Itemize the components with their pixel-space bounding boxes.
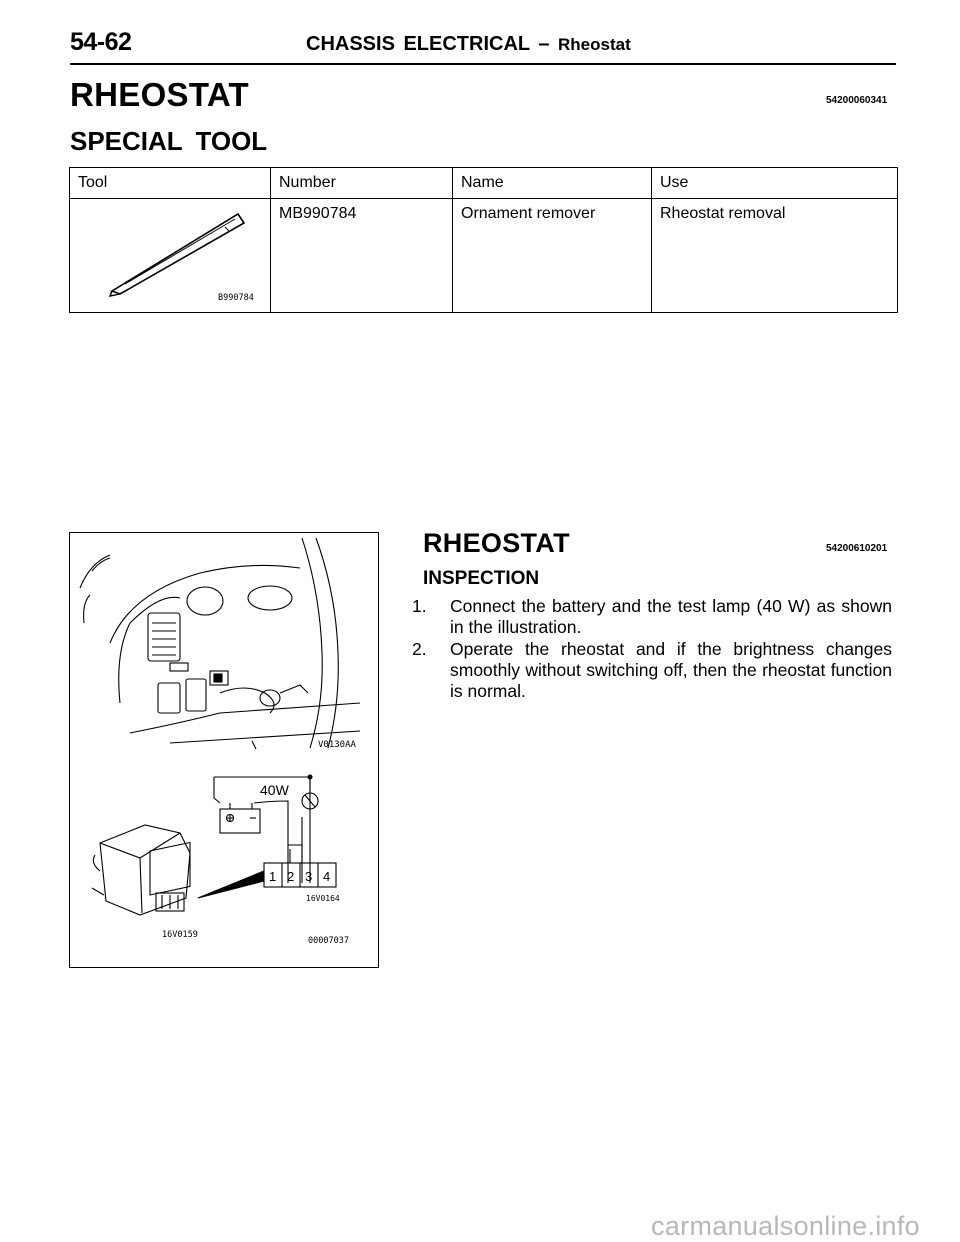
section-title: CHASSIS ELECTRICAL bbox=[306, 33, 530, 55]
page-number: 54-62 bbox=[70, 28, 132, 56]
tool-use: Rheostat removal bbox=[652, 199, 898, 313]
tool-number: MB990784 bbox=[271, 199, 453, 313]
terminal-1: 1 bbox=[269, 869, 277, 884]
figure-label-id: 00007037 bbox=[308, 936, 349, 946]
page-title: RHEOSTAT bbox=[70, 76, 250, 113]
figure-drawing bbox=[70, 533, 378, 967]
section2-code: 54200610201 bbox=[826, 543, 888, 554]
title-code: 54200060341 bbox=[826, 95, 888, 106]
column-header-tool: Tool bbox=[70, 168, 271, 199]
column-header-use: Use bbox=[652, 168, 898, 199]
terminal-3: 3 bbox=[305, 869, 313, 884]
special-tool-heading: SPECIAL TOOL bbox=[70, 126, 268, 156]
table-row bbox=[70, 199, 898, 313]
column-header-number: Number bbox=[271, 168, 453, 199]
step-text: Connect the battery and the test lamp (40 W) as shown in the illustration. bbox=[450, 596, 892, 637]
inspection-figure bbox=[69, 532, 379, 968]
figure-label-rheostat: 16V0159 bbox=[162, 930, 198, 940]
terminal-2: 2 bbox=[287, 869, 295, 884]
lamp-wattage-label: 40W bbox=[260, 782, 289, 798]
step-number: 2. bbox=[412, 639, 427, 659]
step-number: 1. bbox=[412, 596, 427, 616]
watermark: carmanualsonline.info bbox=[651, 1211, 920, 1241]
subsection-title: Rheostat bbox=[558, 35, 631, 54]
special-tool-table bbox=[69, 167, 898, 313]
tool-name: Ornament remover bbox=[453, 199, 652, 313]
running-header bbox=[306, 33, 631, 56]
ornament-remover-image bbox=[70, 199, 270, 307]
inspection-heading: INSPECTION bbox=[423, 568, 540, 589]
list-item bbox=[412, 639, 892, 702]
header-separator: – bbox=[538, 33, 550, 55]
list-item bbox=[412, 596, 892, 638]
step-text: Operate the rheostat and if the brightness changes smoothly without switching off, then the rheostat function is normal. bbox=[450, 639, 892, 701]
figure-label-connector: 16V0164 bbox=[306, 894, 340, 903]
header-rule bbox=[70, 63, 896, 65]
figure-label-top: V0130AA bbox=[318, 740, 356, 750]
section2-title: RHEOSTAT bbox=[423, 528, 570, 558]
table-header-row bbox=[70, 168, 898, 199]
inspection-steps bbox=[412, 596, 892, 703]
terminal-4: 4 bbox=[323, 869, 331, 884]
column-header-name: Name bbox=[453, 168, 652, 199]
tool-image-label: B990784 bbox=[218, 293, 254, 303]
tool-image-cell bbox=[70, 199, 271, 313]
